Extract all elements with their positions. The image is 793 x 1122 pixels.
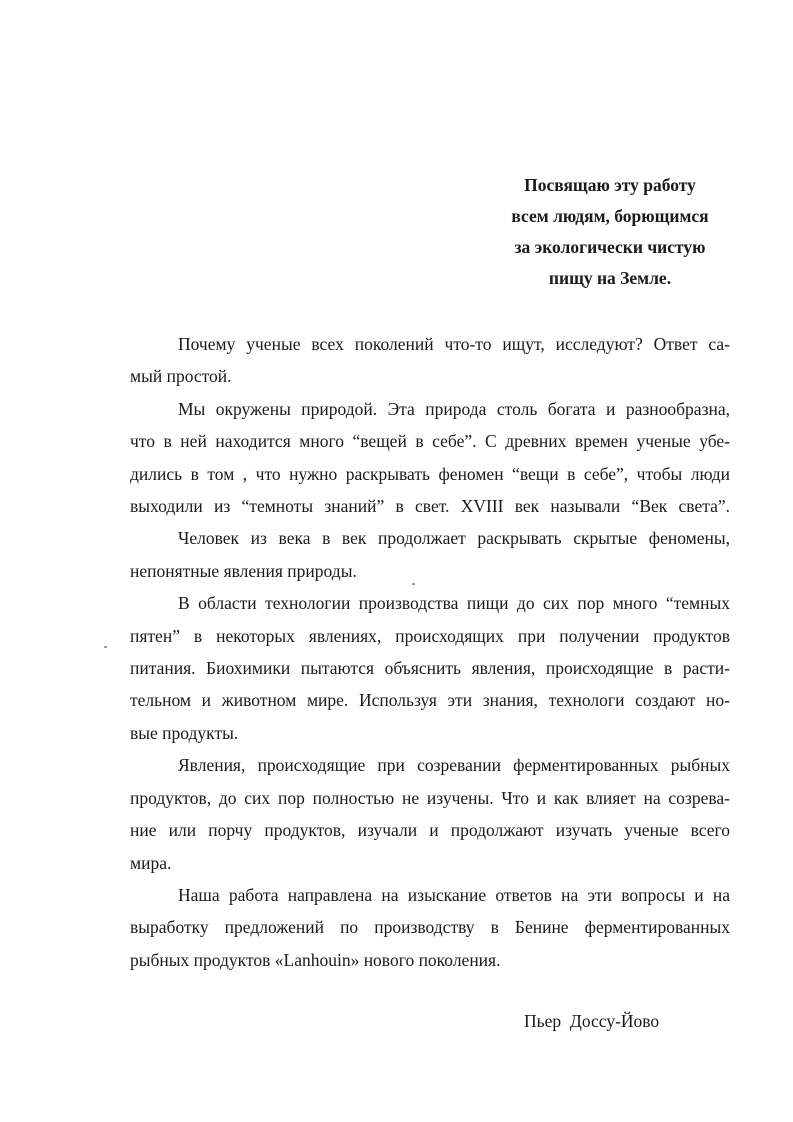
- text-line: дились в том , что нужно раскрывать феномен “вещи в себе”, чтобы люди: [130, 463, 730, 484]
- paragraph-1: [130, 328, 730, 393]
- paragraph-2: [130, 393, 730, 523]
- text-line: Наша работа направлена на изыскание ответов на эти вопросы и на: [178, 884, 730, 905]
- text-line: ние или порчу продуктов, изучали и продолжают изучать ученые всего: [130, 820, 730, 841]
- dedication-line: пищу на Земле.: [548, 268, 672, 288]
- text-line: выработку предложений по производству в Бенине ферментированных: [130, 917, 730, 938]
- paragraph-4: [130, 587, 730, 749]
- text-line: Мы окружены природой. Эта природа столь богата и разнообразна,: [178, 398, 730, 419]
- dedication-line: Посвящаю эту работу: [524, 175, 696, 195]
- paragraph-5: [130, 749, 730, 879]
- text-line: Почему ученые всех поколений что-то ищут, исследуют? Ответ са-: [178, 334, 730, 354]
- text-line: рыбных продуктов «Lanhouin» нового поколения.: [130, 949, 501, 970]
- text-line: выходили из “темноты знаний” в свет. XVIII век называли “Век света”.: [130, 496, 730, 517]
- text-line: пятен” в некоторых явлениях, происходящих при получении продуктов: [130, 625, 730, 646]
- dedication-block: [480, 170, 740, 294]
- text-line: тельном и животном мире. Используя эти знания, технологи создают но-: [130, 690, 730, 711]
- text-line: непонятные явления природы.: [130, 560, 357, 581]
- paragraph-3: [130, 522, 730, 587]
- text-line: питания. Биохимики пытаются объяснить явления, происходящие в расти-: [130, 658, 730, 679]
- text-line: продуктов, до сих пор полностью не изучены. Что и как влияет на созрева-: [130, 787, 730, 808]
- author-signature: Пьер Доссу-Йово: [524, 1011, 660, 1031]
- scan-speck: [412, 583, 415, 585]
- dedication-line: за экологически чистую: [514, 237, 706, 257]
- scan-speck: [104, 646, 107, 648]
- paragraph-6: [130, 879, 730, 976]
- text-line: вые продукты.: [130, 722, 239, 743]
- text-line: мый простой.: [130, 366, 232, 387]
- text-line: что в ней находится много “вещей в себе”. С древних времен ученые убе-: [130, 431, 730, 452]
- text-line: мира.: [130, 852, 172, 873]
- body-text: [130, 328, 730, 976]
- text-line: Человек из века в век продолжает раскрывать скрытые феномены,: [178, 528, 730, 549]
- text-line: В области технологии производства пищи до сих пор много “темных: [178, 593, 730, 614]
- dedication-line: всем людям, борющимся: [511, 206, 709, 226]
- text-line: Явления, происходящие при созревании ферментированных рыбных: [178, 755, 730, 776]
